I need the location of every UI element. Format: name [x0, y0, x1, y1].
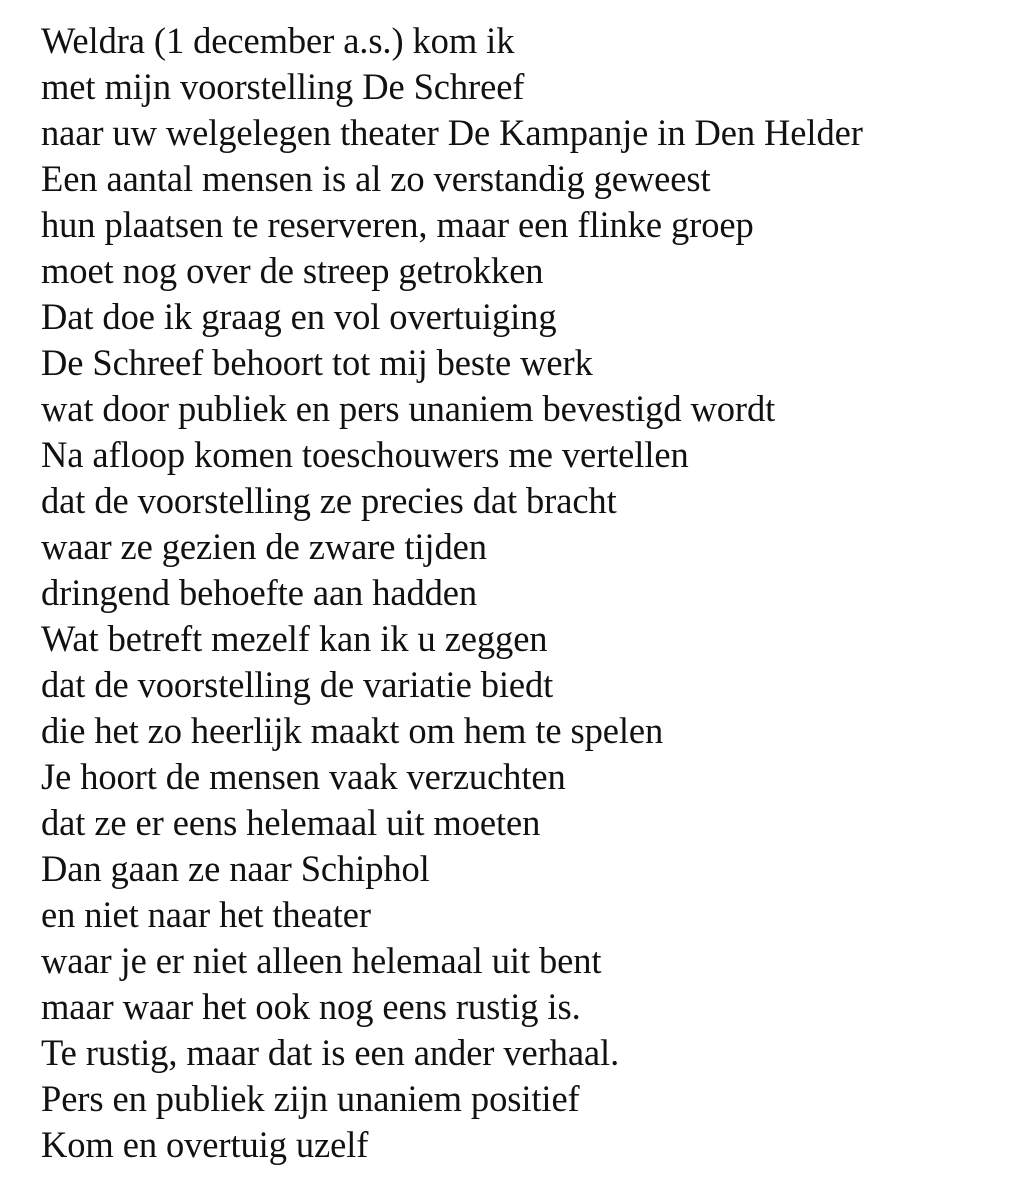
text-line: Pers en publiek zijn unaniem positief — [41, 1078, 580, 1119]
text-line: hun plaatsen te reserveren, maar een flinke groep — [41, 204, 754, 245]
text-line: maar waar het ook nog eens rustig is. — [41, 986, 581, 1027]
text-line: waar je er niet alleen helemaal uit bent — [41, 940, 602, 981]
letter-text — [41, 18, 863, 1168]
text-line: dat de voorstelling de variatie biedt — [41, 664, 554, 705]
text-line: Wat betreft mezelf kan ik u zeggen — [41, 618, 548, 659]
text-line: Dat doe ik graag en vol overtuiging — [41, 296, 557, 337]
text-line: Kom en overtuig uzelf — [41, 1124, 369, 1165]
text-line: dat de voorstelling ze precies dat bracht — [41, 480, 617, 521]
text-line: Dan gaan ze naar Schiphol — [41, 848, 430, 889]
text-line: Weldra (1 december a.s.) kom ik — [41, 20, 515, 61]
text-line: Na afloop komen toeschouwers me vertellen — [41, 434, 689, 475]
text-line: Een aantal mensen is al zo verstandig geweest — [41, 158, 711, 199]
text-line: met mijn voorstelling De Schreef — [41, 66, 525, 107]
text-line: waar ze gezien de zware tijden — [41, 526, 487, 567]
text-line: Je hoort de mensen vaak verzuchten — [41, 756, 566, 797]
text-line: dringend behoefte aan hadden — [41, 572, 478, 613]
text-line: Te rustig, maar dat is een ander verhaal. — [41, 1032, 620, 1073]
text-line: dat ze er eens helemaal uit moeten — [41, 802, 541, 843]
text-line: De Schreef behoort tot mij beste werk — [41, 342, 593, 383]
text-line: en niet naar het theater — [41, 894, 371, 935]
text-line: moet nog over de streep getrokken — [41, 250, 544, 291]
text-line: die het zo heerlijk maakt om hem te spelen — [41, 710, 664, 751]
text-line: wat door publiek en pers unaniem bevestigd wordt — [41, 388, 776, 429]
text-line: naar uw welgelegen theater De Kampanje in Den Helder — [41, 112, 863, 153]
